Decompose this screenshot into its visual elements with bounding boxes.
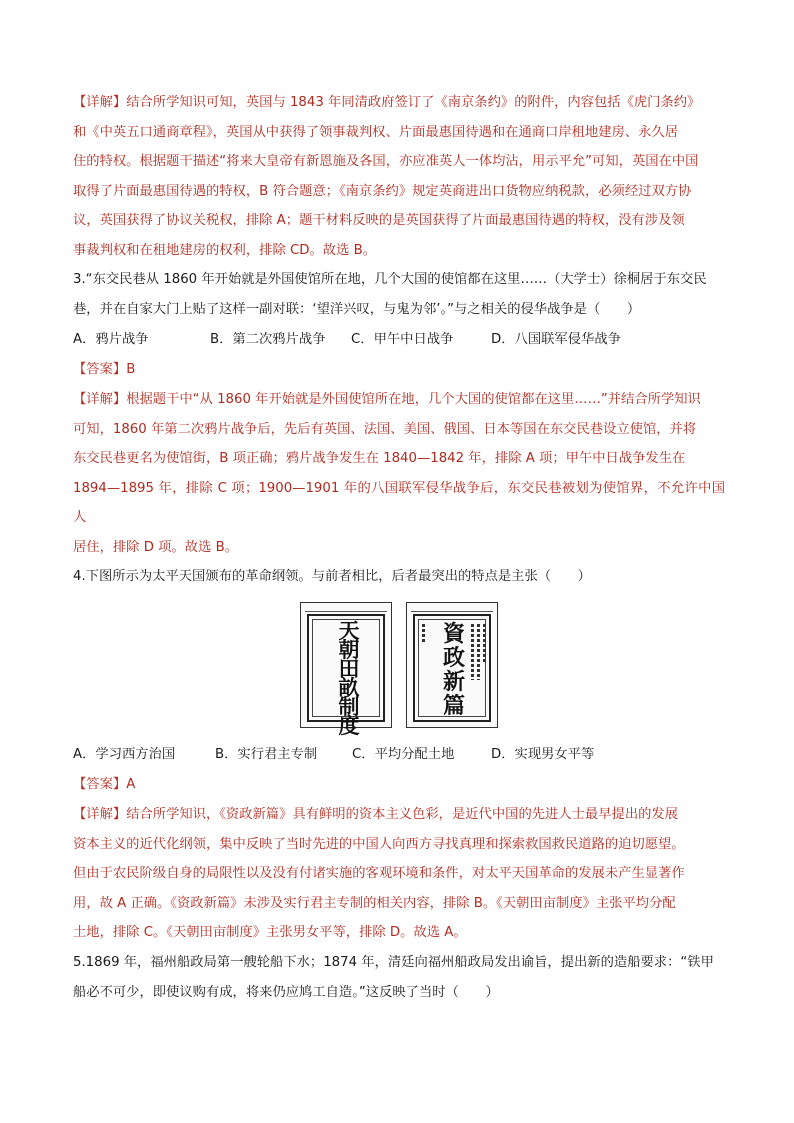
question-text-line: 4.下图所示为太平天国颁布的革命纲领。与前者相比，后者最突出的特点是主张（ ） (73, 569, 591, 584)
question-3 (73, 265, 725, 562)
detail-text-line: 用，故 A 正确。《资政新篇》未涉及实行君主专制的相关内容，排除 B。《天朝田亩制度》主张平均分配 (73, 895, 676, 911)
answer-line (73, 355, 725, 385)
question-5 (73, 948, 725, 1008)
book-title-right (443, 622, 465, 718)
question-4 (73, 562, 725, 948)
detail-text-line: 但由于农民阶级自身的局限性以及没有付诸实施的客观环境和条件，对太平天国革命的发展未产生显著作 (73, 866, 685, 881)
detail-text-line: 1894—1895 年，排除 C 项；1900—1901 年的八国联军侵华战争后，东交民巷被划为使馆界，不允许中国人 (73, 480, 725, 525)
detail-text-line: 东交民巷更名为使馆街，B 项正确；鸦片战争发生在 1840—1842 年，排除 A 项；甲午中日战争发生在 (73, 451, 686, 466)
option-c: C．甲午中日战争 (351, 332, 454, 347)
book-title-left-text: 天朝田畝制度 (338, 618, 360, 738)
question-text-line: 5.1869 年，福州船政局第一艘轮船下水；1874 年，清廷向福州船政局发出谕旨，提出新的造船要求：“铁甲 (73, 954, 714, 970)
option-a: A．学习西方治国 (73, 747, 176, 762)
book-cover-zizheng (406, 602, 498, 728)
document-page (73, 88, 725, 1008)
detail-tag: 【详解】 (73, 95, 127, 110)
detail-text-line: 根据题干中“从 1860 年开始就是外国使馆所在地，几个大国的使馆都在这里……”并结合所学知识 (126, 392, 701, 407)
detail-text-line: 结合所学知识，《资政新篇》具有鲜明的资本主义色彩，是近代中国的先进人士最早提出的发展 (126, 807, 679, 822)
options-row (73, 325, 725, 355)
detail-text-line: 住的特权。根据题干描述“将来大皇帝有新恩施及各国，亦应准英人一体均沾，用示平允”可知，英国在中国 (73, 154, 699, 169)
option-a: A．鸦片战争 (73, 332, 149, 347)
detail-tag: 【详解】 (73, 807, 127, 822)
options-row (73, 740, 725, 770)
option-d: D．八国联军侵华战争 (491, 332, 621, 347)
question-text-line: 3.“东交民巷从 1860 年开始就是外国使馆所在地，几个大国的使馆都在这里……（大学士）徐桐居于东交民 (73, 272, 707, 287)
answer-value: A (126, 777, 136, 792)
option-b: B．实行君主专制 (215, 747, 318, 762)
option-b: B．第二次鸦片战争 (210, 332, 326, 347)
detail-text-line: 和《中英五口通商章程》，英国从中获得了领事裁判权、片面最惠国待遇和在通商口岸租地建房、永久居 (73, 124, 679, 140)
book-title-right-text: 資政新篇 (443, 621, 466, 719)
detail-text-line: 居住，排除 D 项。故选 B。 (73, 539, 239, 555)
book-title-left (338, 618, 360, 738)
detail-text-line: 资本主义的近代化纲领，集中反映了当时先进的中国人向西方寻找真理和探索救国救民道路的迫切愿望。 (73, 836, 685, 852)
question-text-line: 巷，并在自家大门上贴了这样一副对联：‘望洋兴叹，与鬼为邻’。”与之相关的侵华战争是（ ） (73, 302, 641, 317)
option-d: D．实现男女平等 (491, 747, 595, 762)
detail-block-q2 (73, 88, 725, 265)
answer-value: B (126, 362, 136, 377)
detail-tag: 【详解】 (73, 392, 127, 407)
answer-line (73, 770, 725, 800)
question-text-line: 船必不可少，即使议购有成，将来仍应鸠工自造。”这反映了当时（ ） (73, 984, 499, 1000)
detail-text-line: 事裁判权和在租地建房的权利，排除 CD。故选 B。 (73, 242, 377, 258)
detail-text-line: 可知，1860 年第二次鸦片战争后，先后有英国、法国、美国、俄国、日本等国在东交民巷设立使馆，并将 (73, 421, 697, 437)
answer-tag: 【答案】 (73, 362, 127, 377)
figure-book-covers (73, 602, 725, 738)
detail-text-line: 结合所学知识可知，英国与 1843 年同清政府签订了《南京条约》的附件，内容包括《虎门条约》 (126, 95, 701, 110)
book-cover-tianchao (300, 602, 392, 738)
detail-text-line: 取得了片面最惠国待遇的特权，B 符合题意；《南京条约》规定英商进出口货物应纳税款，必须经过双方协 (73, 183, 692, 199)
detail-text-line: 土地，排除 C。《天朝田亩制度》主张男女平等，排除 D。故选 A。 (73, 925, 467, 940)
answer-tag: 【答案】 (73, 777, 127, 792)
detail-text-line: 议，英国获得了协议关税权，排除 A；题干材料反映的是英国获得了片面最惠国待遇的特权，没有涉及领 (73, 213, 685, 228)
option-c: C．平均分配土地 (352, 747, 455, 762)
